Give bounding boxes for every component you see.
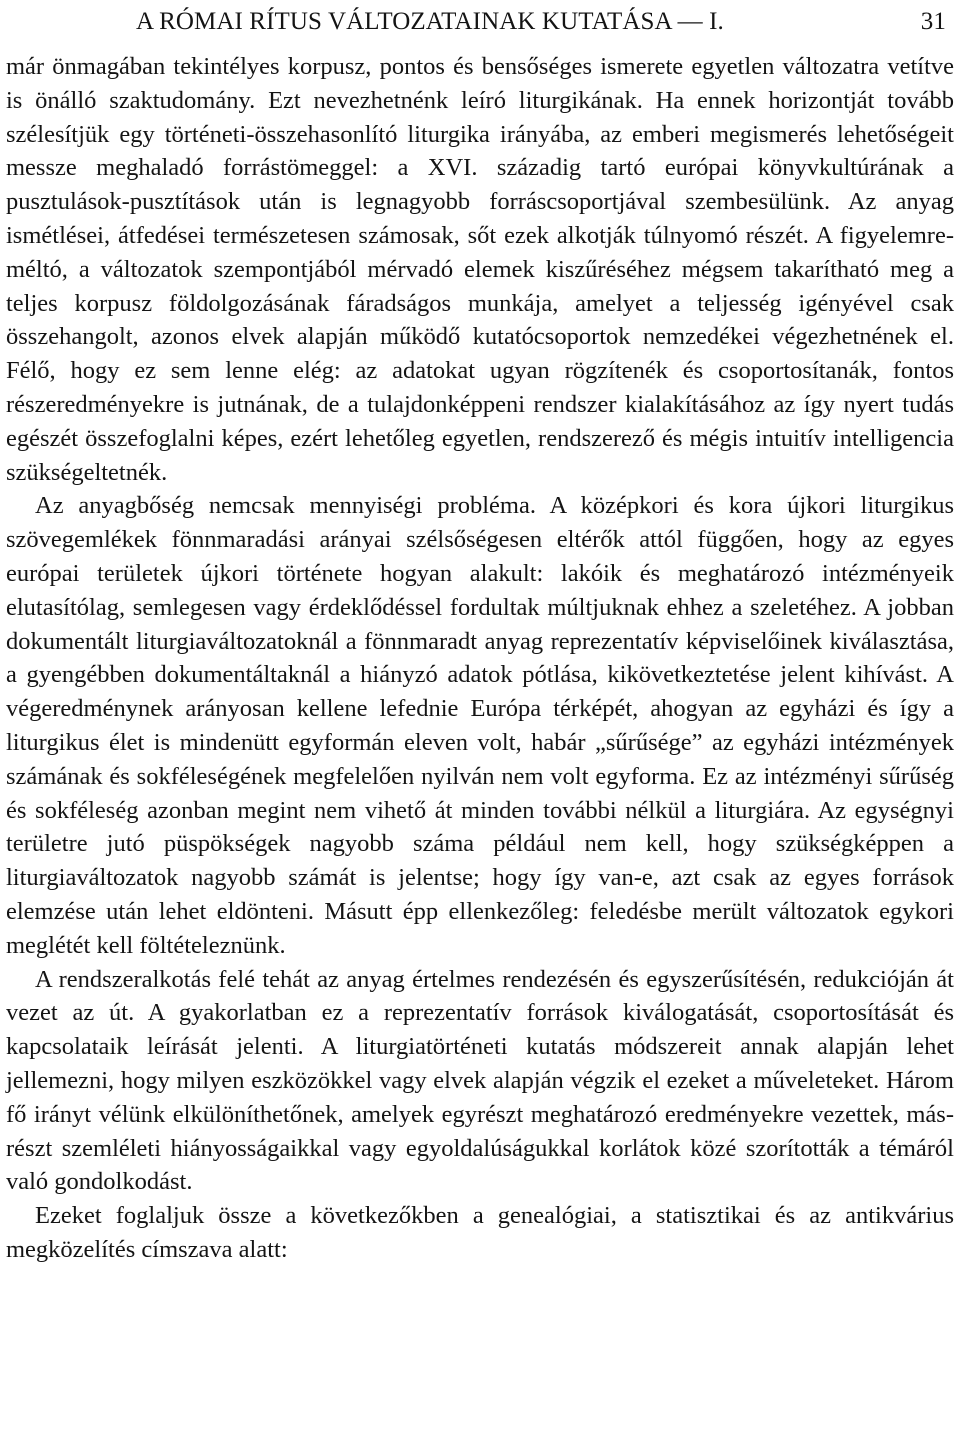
body-text <box>6 50 954 1267</box>
running-header <box>6 0 954 44</box>
paragraph-1: már önmagában tekintélyes korpusz, pontos és bensőséges ismerete egyetlen változatra vetítve is önálló szaktudomány. Ezt nevezhetnénk leíró liturgikának. Ha ennek horizontját tovább szélesítjük egy történeti-összehasonlító liturgika irányába, az emberi megismerés lehetőségeit messze meghaladó forrástömeggel: a XVI. századig tartó európai könyvkultúrának a pusztulások-pusztítások után is legnagyobb forráscsoportjával szembesülünk. Az anyag ismétlései, átfedései természetesen számosak, sőt ezek alkotják túlnyomó részét. A figyelemreméltó, a változatok szempontjából mérvadó elemek kiszűréséhez mégsem takarítható meg a teljes korpusz földolgozásának fáradságos munkája, amelyet a teljesség igényével csak összehangolt, azonos elvek alapján működő kutatócsoportok nemzedékei végezhetnének el. Félő, hogy ez sem lenne elég: az adatokat ugyan rögzítenék és csoportosítanák, fontos részeredményekre is jutnának, de a tulajdonképpeni rendszer kialakításához az így nyert tudás egészét összefoglalni képes, ezért lehetőleg egyetlen, rendszerező és mégis intuitív intelligencia szükségeltetnék. <box>6 53 954 486</box>
paragraph-3: A rendszeralkotás felé tehát az anyag értelmes rendezésén és egyszerűsítésén, redukcióján át vezet az út. A gyakorlatban ez a reprezentatív források kiválogatását, csoportosítását és kapcsolataik leírását jelenti. A liturgiatörténeti kutatás módszereit annak alapján lehet jellemezni, hogy milyen eszközökkel vagy elvek alapján végzik el ezeket a műveleteket. Három fő irányt vélünk elkülöníthetőnek, amelyek egyrészt meghatározó eredményekre vezettek, másrészt szemléleti hiányosságaikkal vagy egyoldalúságukkal korlátok közé szorították a témáról való gondolkodást. <box>6 965 954 1196</box>
paragraph-4: Ezeket foglaljuk össze a következőkben a genealógiai, a statisztikai és az antikvárius megközelítés címszava alatt: <box>6 1202 954 1263</box>
running-title: A RÓMAI RÍTUS VÁLTOZATAINAK KUTATÁSA — I. <box>136 8 724 35</box>
paragraph-2: Az anyagbőség nemcsak mennyiségi probléma. A középkori és kora újkori liturgikus szövegemlékek fönnmaradási arányai szélsőségesen eltérők attól függően, hogy az egyes európai területek újkori története hogyan alakult: lakóik és meghatározó intézményeik elutasítólag, semlegesen vagy érdeklődéssel fordultak múltjuknak ehhez a szeletéhez. A jobban dokumentált liturgiaváltozatoknál a fönnmaradt anyag reprezentatív képviselőinek kiválasztása, a gyengébben dokumentáltaknál a hiányzó adatok pótlása, kikövetkeztetése jelent kihívást. A végeredménynek arányosan kellene lefednie Európa térképét, ahogyan az egyházi és így a liturgikus élet is mindenütt egyformán eleven volt, habár „sűrűsége” az egyházi intézmények számának és sokféleségének megfelelően nyilván nem volt egyforma. Ez az intézményi sűrűség és sokféleség azonban megint nem vihető át minden további nélkül a liturgiára. Az egységnyi területre jutó püspökségek nagyobb száma például nem kell, hogy szükségképpen a liturgiaváltozatok nagyobb számát is jelentse; hogy így van-e, azt csak az egyes források elemzése után lehet eldönteni. Másutt épp ellenkezőleg: feledésbe merült változatok egykori meglétét kell föltételeznünk. <box>6 492 954 959</box>
page-number: 31 <box>920 8 946 35</box>
